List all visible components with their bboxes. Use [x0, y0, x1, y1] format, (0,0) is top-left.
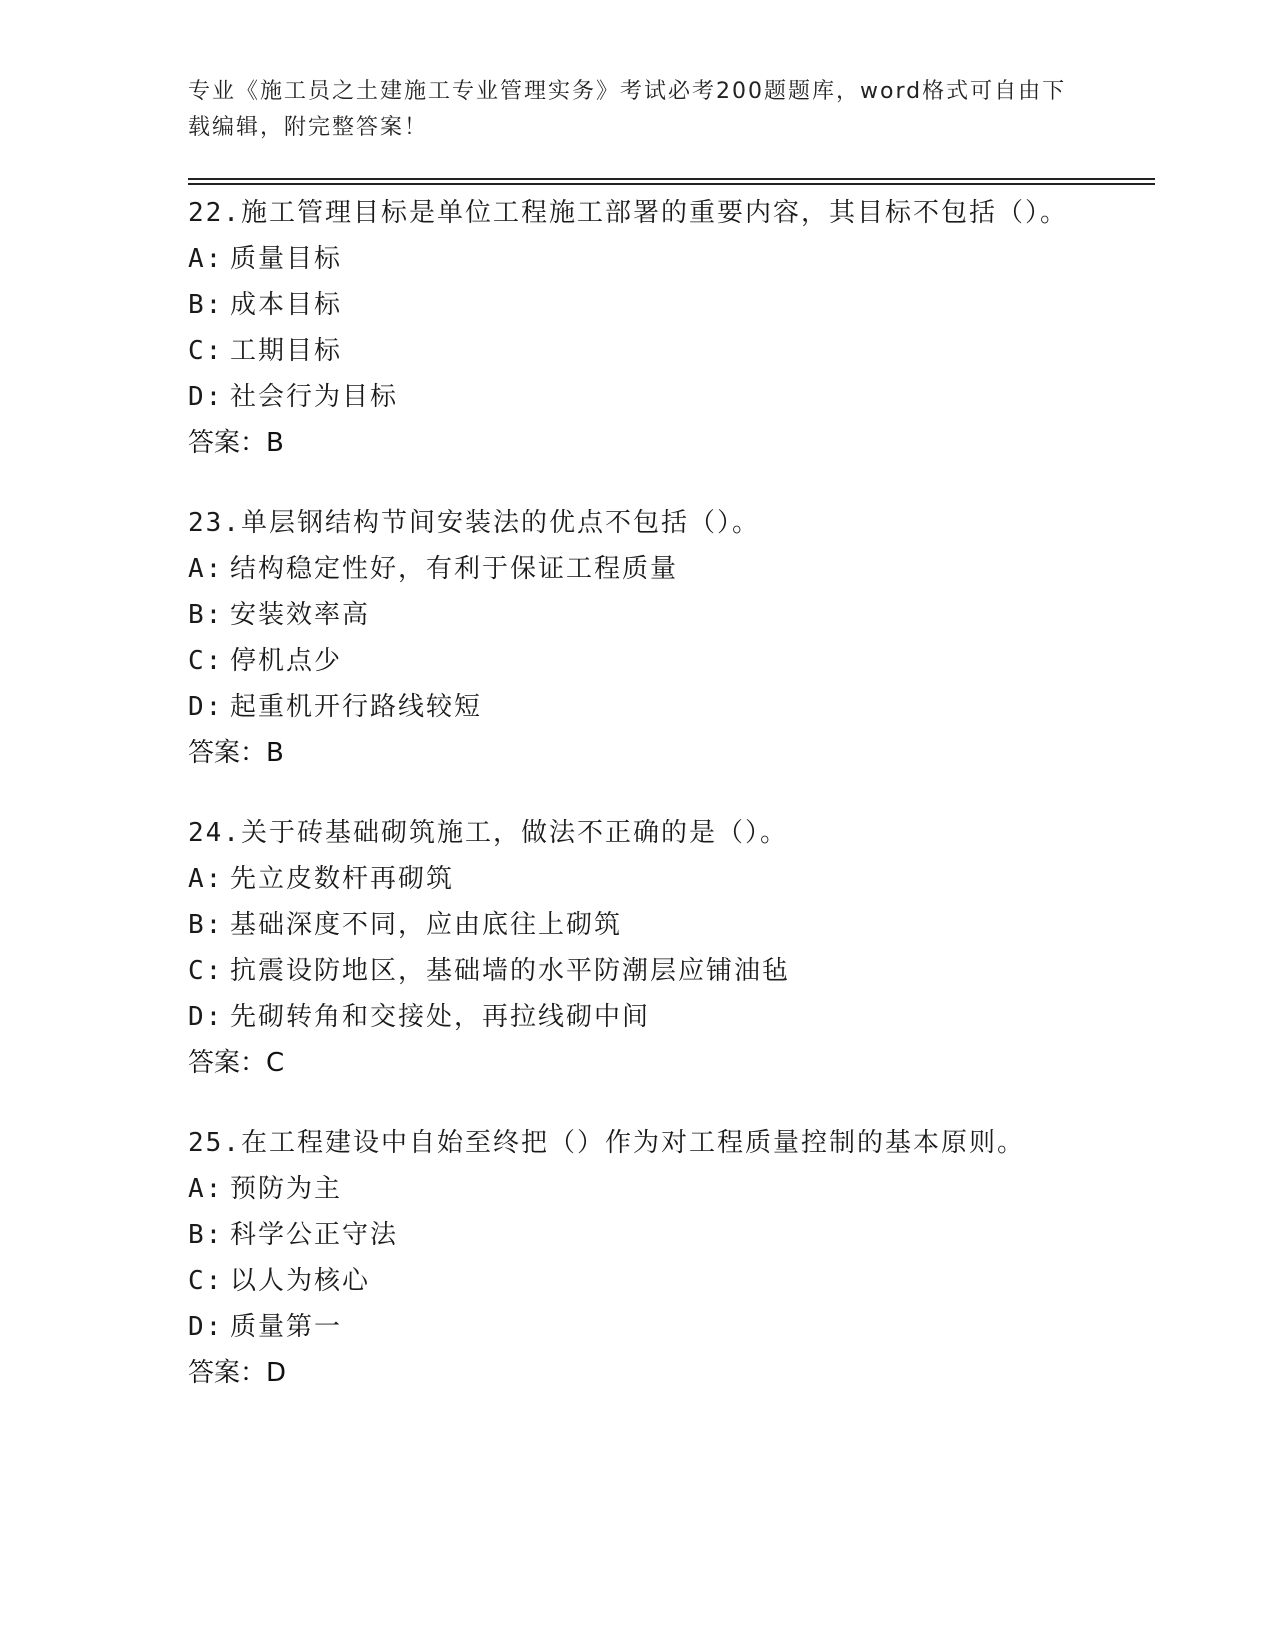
question-23 — [188, 500, 1148, 776]
option-text: 质量第一 — [230, 1312, 343, 1342]
question-stem: 25.在工程建设中自始至终把（）作为对工程质量控制的基本原则。 — [188, 1128, 1025, 1158]
header-divider-top — [188, 178, 1155, 180]
option-key: C: — [188, 336, 224, 366]
option-a — [188, 856, 1148, 902]
question-24 — [188, 810, 1148, 1086]
option-key: A: — [188, 554, 224, 584]
question-stem: 22.施工管理目标是单位工程施工部署的重要内容，其目标不包括（）。 — [188, 198, 1068, 228]
option-key: D: — [188, 1002, 224, 1032]
answer-line: 答案：D — [188, 1358, 287, 1388]
answer-line: 答案：B — [188, 428, 284, 458]
option-text: 起重机开行路线较短 — [230, 692, 483, 722]
option-key: C: — [188, 646, 224, 676]
option-key: B: — [188, 1220, 224, 1250]
option-key: B: — [188, 290, 224, 320]
option-c — [188, 948, 1148, 994]
option-text: 先立皮数杆再砌筑 — [230, 864, 455, 894]
option-text: 质量目标 — [230, 244, 343, 274]
option-key: A: — [188, 244, 224, 274]
option-a — [188, 1166, 1148, 1212]
option-key: C: — [188, 1266, 224, 1296]
option-c — [188, 638, 1148, 684]
document-header: 专业《施工员之土建施工专业管理实务》考试必考200题题库，word格式可自由下载编辑，附完整答案！ — [188, 79, 1067, 140]
option-text: 基础深度不同，应由底往上砌筑 — [230, 910, 623, 940]
question-stem: 24.关于砖基础砌筑施工，做法不正确的是（）。 — [188, 818, 788, 848]
option-key: A: — [188, 1174, 224, 1204]
option-text: 成本目标 — [230, 290, 343, 320]
option-key: D: — [188, 382, 224, 412]
option-text: 科学公正守法 — [230, 1220, 399, 1250]
option-d — [188, 374, 1148, 420]
option-b — [188, 902, 1148, 948]
option-c — [188, 1258, 1148, 1304]
answer-line: 答案：C — [188, 1048, 285, 1078]
option-text: 停机点少 — [230, 646, 343, 676]
option-d — [188, 684, 1148, 730]
question-22 — [188, 190, 1148, 466]
option-text: 预防为主 — [230, 1174, 343, 1204]
answer-line: 答案：B — [188, 738, 284, 768]
option-key: A: — [188, 864, 224, 894]
option-b — [188, 282, 1148, 328]
option-a — [188, 546, 1148, 592]
question-list — [188, 190, 1148, 1430]
option-text: 安装效率高 — [230, 600, 371, 630]
option-text: 先砌转角和交接处，再拉线砌中间 — [230, 1002, 651, 1032]
option-text: 以人为核心 — [230, 1266, 371, 1296]
option-key: B: — [188, 600, 224, 630]
option-d — [188, 1304, 1148, 1350]
option-c — [188, 328, 1148, 374]
option-key: B: — [188, 910, 224, 940]
option-text: 工期目标 — [230, 336, 343, 366]
question-25 — [188, 1120, 1148, 1396]
option-text: 抗震设防地区，基础墙的水平防潮层应铺油毡 — [230, 956, 791, 986]
option-key: D: — [188, 1312, 224, 1342]
option-b — [188, 1212, 1148, 1258]
option-d — [188, 994, 1148, 1040]
option-a — [188, 236, 1148, 282]
option-b — [188, 592, 1148, 638]
header-divider-bottom — [188, 183, 1155, 185]
option-text: 社会行为目标 — [230, 382, 399, 412]
question-stem: 23.单层钢结构节间安装法的优点不包括（）。 — [188, 508, 760, 538]
option-text: 结构稳定性好，有利于保证工程质量 — [230, 554, 679, 584]
option-key: C: — [188, 956, 224, 986]
option-key: D: — [188, 692, 224, 722]
